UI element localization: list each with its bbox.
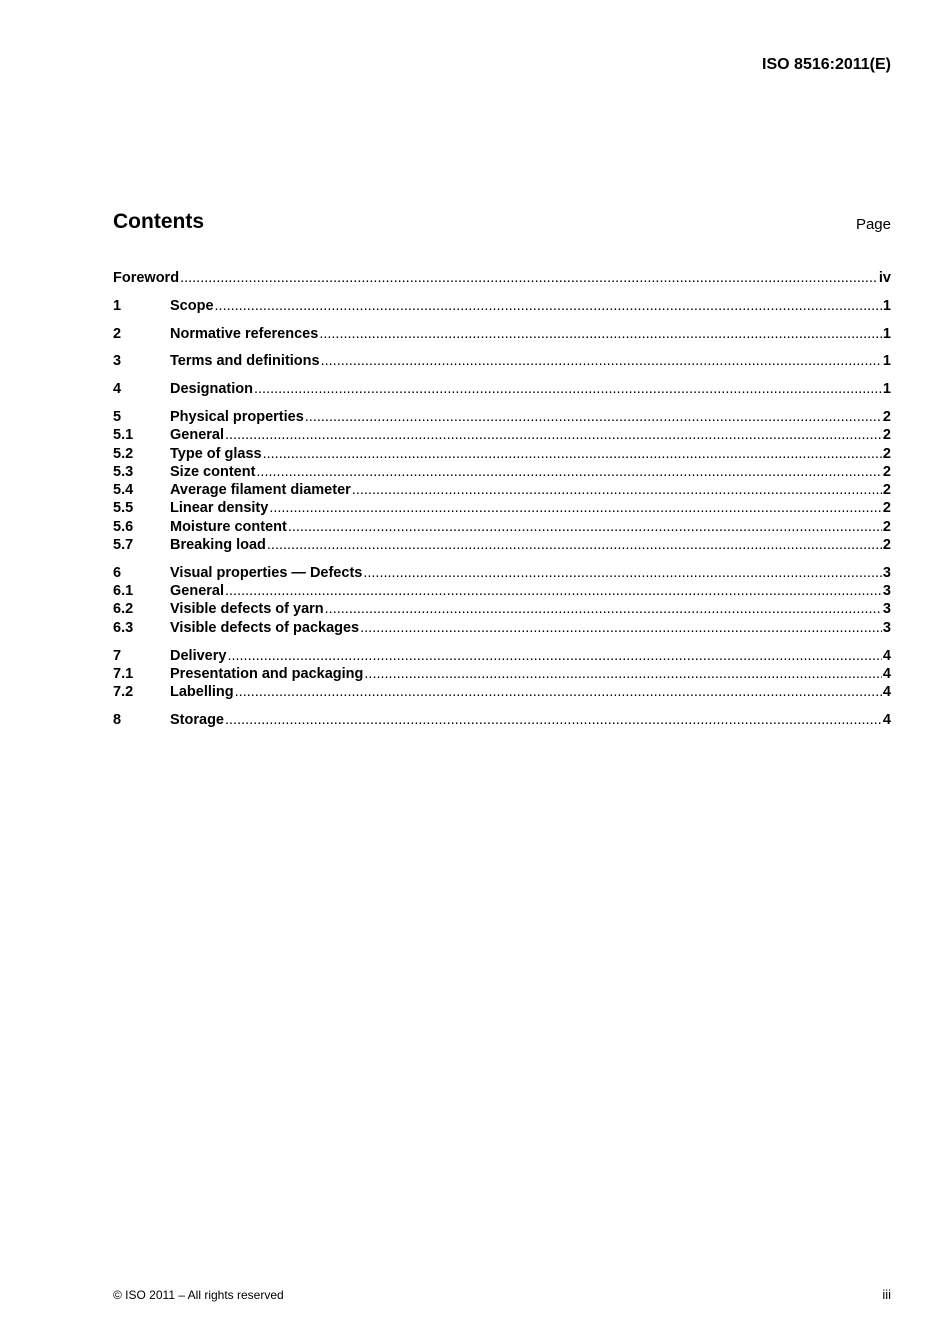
table-of-contents xyxy=(113,269,891,729)
toc-dot-leader xyxy=(269,499,882,517)
toc-entry-title: Average filament diameter xyxy=(170,482,351,499)
toc-entry-number: 5.5 xyxy=(113,500,134,517)
toc-entry-title: Visible defects of packages xyxy=(170,619,360,636)
toc-entry[interactable] xyxy=(113,600,891,618)
toc-entry-title: Delivery xyxy=(170,647,227,664)
toc-entry[interactable] xyxy=(113,269,891,287)
toc-entry-page: 4 xyxy=(882,647,891,664)
toc-dot-leader xyxy=(225,426,882,444)
toc-entry-page: 2 xyxy=(882,518,891,535)
toc-entry-title: Visible defects of yarn xyxy=(170,601,324,618)
page-column-label: Page xyxy=(855,216,891,233)
toc-entry[interactable] xyxy=(113,463,891,481)
toc-entry-number: 6.2 xyxy=(113,601,134,618)
toc-entry-number: 5.3 xyxy=(113,463,134,480)
toc-entry-page: iv xyxy=(878,270,891,286)
toc-dot-leader xyxy=(319,325,882,343)
toc-dot-leader xyxy=(215,297,882,315)
toc-entry-number: 8 xyxy=(113,711,122,728)
toc-entry-number: 6 xyxy=(113,564,122,581)
toc-entry-number: 6.1 xyxy=(113,583,134,600)
toc-entry-number: 5.6 xyxy=(113,518,134,535)
toc-dot-leader xyxy=(360,619,882,637)
toc-entry[interactable] xyxy=(113,352,891,370)
toc-entry-number: 4 xyxy=(113,381,122,398)
contents-heading: Contents xyxy=(113,210,204,233)
toc-entry[interactable] xyxy=(113,518,891,536)
toc-entry-title: Scope xyxy=(170,297,214,314)
toc-entry-page: 2 xyxy=(882,427,891,444)
toc-entry-page: 2 xyxy=(882,482,891,499)
toc-entry-number: 2 xyxy=(113,325,122,342)
toc-entry[interactable] xyxy=(113,536,891,554)
toc-entry-page: 2 xyxy=(882,445,891,462)
toc-dot-leader xyxy=(263,445,882,463)
toc-entry[interactable] xyxy=(113,445,891,463)
toc-dot-leader xyxy=(352,481,882,499)
toc-entry[interactable] xyxy=(113,711,891,729)
toc-dot-leader xyxy=(225,582,882,600)
document-id: ISO 8516:2011(E) xyxy=(762,56,891,73)
toc-entry-page: 2 xyxy=(882,500,891,517)
toc-entry-page: 3 xyxy=(882,583,891,600)
toc-entry-page: 3 xyxy=(882,619,891,636)
toc-entry-page: 3 xyxy=(882,564,891,581)
toc-entry-page: 4 xyxy=(882,711,891,728)
toc-entry-title: Physical properties xyxy=(170,408,304,425)
toc-entry-page: 3 xyxy=(882,601,891,618)
toc-entry-number: 5.7 xyxy=(113,537,134,554)
toc-dot-leader xyxy=(180,269,878,287)
toc-dot-leader xyxy=(256,463,882,481)
toc-entry-title: Size content xyxy=(170,463,256,480)
toc-entry[interactable] xyxy=(113,297,891,315)
toc-entry-title: Breaking load xyxy=(170,537,266,554)
toc-entry-number: 1 xyxy=(113,297,122,314)
toc-entry[interactable] xyxy=(113,426,891,444)
toc-entry-number: 5 xyxy=(113,408,122,425)
toc-entry-title: Moisture content xyxy=(170,518,287,535)
toc-entry[interactable] xyxy=(113,665,891,683)
toc-entry-page: 2 xyxy=(882,463,891,480)
toc-entry-page: 1 xyxy=(882,381,891,398)
toc-entry[interactable] xyxy=(113,582,891,600)
toc-dot-leader xyxy=(227,647,881,665)
toc-entry-number: 7 xyxy=(113,647,122,664)
toc-entry-title: Designation xyxy=(170,381,253,398)
toc-entry-title: Presentation and packaging xyxy=(170,665,364,682)
toc-entry-page: 2 xyxy=(882,537,891,554)
toc-entry-page: 1 xyxy=(882,353,891,370)
copyright-footer: © ISO 2011 – All rights reserved xyxy=(113,1288,284,1302)
toc-dot-leader xyxy=(325,600,882,618)
toc-entry-number: 7.2 xyxy=(113,684,134,701)
toc-entry-title: General xyxy=(170,427,224,444)
toc-entry[interactable] xyxy=(113,408,891,426)
toc-entry[interactable] xyxy=(113,499,891,517)
toc-entry[interactable] xyxy=(113,564,891,582)
toc-entry-number: 5.1 xyxy=(113,427,134,444)
toc-dot-leader xyxy=(235,683,882,701)
toc-entry-page: 4 xyxy=(882,684,891,701)
toc-entry-title: Linear density xyxy=(170,500,269,517)
toc-entry-page: 1 xyxy=(882,325,891,342)
page-number: iii xyxy=(882,1287,891,1302)
toc-dot-leader xyxy=(363,564,882,582)
toc-entry-page: 2 xyxy=(882,408,891,425)
toc-entry-number: 7.1 xyxy=(113,665,134,682)
toc-entry-title: Foreword xyxy=(113,270,180,286)
toc-dot-leader xyxy=(225,711,882,729)
toc-dot-leader xyxy=(288,518,882,536)
toc-entry-title: Type of glass xyxy=(170,445,262,462)
toc-entry-title: General xyxy=(170,583,224,600)
toc-entry-title: Labelling xyxy=(170,684,234,701)
toc-dot-leader xyxy=(364,665,882,683)
toc-entry-title: Storage xyxy=(170,711,224,728)
toc-entry-title: Visual properties — Defects xyxy=(170,564,363,581)
toc-entry-number: 3 xyxy=(113,353,122,370)
toc-dot-leader xyxy=(321,352,882,370)
toc-entry-page: 1 xyxy=(882,297,891,314)
toc-entry-title: Terms and definitions xyxy=(170,353,320,370)
toc-entry-page: 4 xyxy=(882,665,891,682)
toc-entry[interactable] xyxy=(113,380,891,398)
toc-dot-leader xyxy=(254,380,882,398)
toc-entry[interactable] xyxy=(113,647,891,665)
toc-entry[interactable] xyxy=(113,325,891,343)
toc-entry-number: 5.4 xyxy=(113,482,134,499)
toc-dot-leader xyxy=(267,536,882,554)
toc-entry-number: 6.3 xyxy=(113,619,134,636)
toc-entry[interactable] xyxy=(113,481,891,499)
toc-entry-title: Normative references xyxy=(170,325,319,342)
toc-entry-number: 5.2 xyxy=(113,445,134,462)
toc-entry[interactable] xyxy=(113,683,891,701)
toc-dot-leader xyxy=(305,408,882,426)
toc-entry[interactable] xyxy=(113,619,891,637)
